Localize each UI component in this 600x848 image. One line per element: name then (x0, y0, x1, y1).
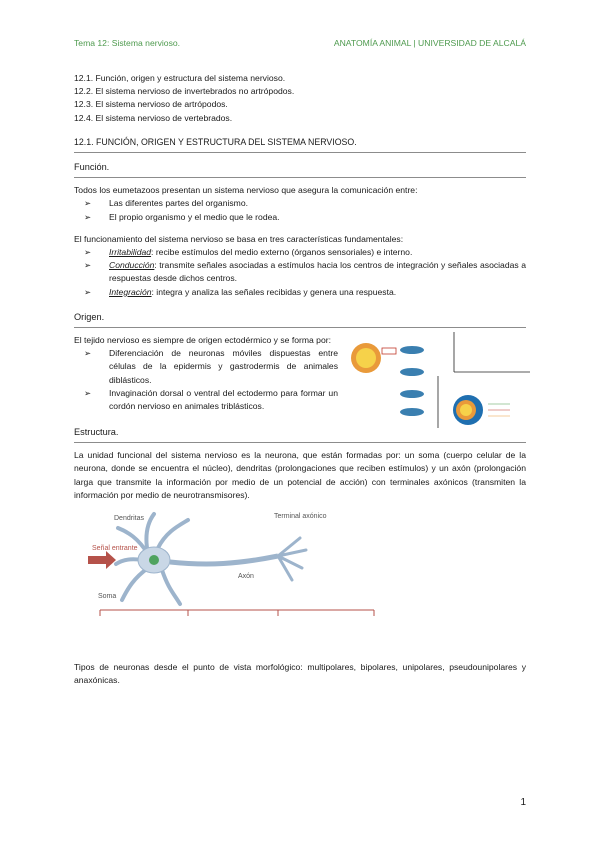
arrow-bullet-icon: ➢ (84, 348, 92, 359)
list-item: ➢ Invaginación dorsal o ventral del ectodermo para formar un cordón nervioso en animales triblásticos. (84, 387, 338, 412)
embryo-diagram (350, 332, 530, 428)
header-left: Tema 12: Sistema nervioso. (74, 38, 181, 48)
origen-text (74, 334, 338, 413)
header-right: ANATOMÍA ANIMAL | UNIVERSIDAD DE ALCALÁ (333, 38, 526, 48)
label-terminal: Terminal axónico (274, 513, 327, 521)
list-item: ➢ Integración: integra y analiza las señales recibidas y genera una respuesta. (74, 286, 526, 299)
divider (74, 442, 526, 443)
page-content (74, 72, 526, 688)
estructura-heading: Estructura. (74, 427, 119, 438)
tipos-neuronas: Tipos de neuronas desde el punto de vista morfológico: multipolares, bipolares, unipolares, pseudounipolares y anaxónicas. (74, 662, 526, 686)
toc-item: 12.3. El sistema nervioso de artrópodos. (74, 99, 228, 110)
origen-intro: El tejido nervioso es siempre de origen ectodérmico y se forma por: (74, 335, 331, 346)
arrow-bullet-icon: ➢ (84, 211, 92, 222)
nucleus (149, 555, 159, 565)
list-item: ➢ El propio organismo y el medio que le rodea. (74, 211, 526, 224)
cell-shape (400, 346, 424, 354)
label-soma: Soma (98, 593, 117, 601)
axon-terminals (278, 538, 306, 580)
cell-shape (400, 368, 424, 376)
gastrula-inner (460, 404, 472, 416)
list-item: ➢ Conducción: transmite señales asociadas a estímulos hacia los centros de integración y señales asociadas a respuestas desde dichos centros. (84, 260, 526, 284)
neuron-diagram (88, 508, 388, 653)
divider (74, 152, 526, 153)
divider (74, 327, 526, 328)
toc-item: 12.1. Función, origen y estructura del sistema nervioso. (74, 73, 286, 83)
funcion-intro: Todos los eumetazoos presentan un sistema nervioso que asegura la comunicación entre: (74, 185, 418, 196)
cell-shape (400, 408, 424, 416)
estructura-para: La unidad funcional del sistema nervioso es la neurona, que están formadas por: un soma (cuerpo celular de la neurona, donde se encuentra el núcleo), dendritas (prolongaciones que reciben estímulos) y un axón (prolongación larga que transmite la información por medio de un potencial de acción) con terminales axónicos (transmiten la información por medio de neurotransmisores). (74, 450, 526, 500)
toc-item: 12.4. El sistema nervioso de vertebrados. (74, 112, 233, 123)
page-number: 1 (520, 797, 526, 808)
arrow-bullet-icon: ➢ (84, 198, 92, 209)
funcion-list (74, 197, 526, 223)
origen-block (74, 334, 526, 420)
origen-list (74, 347, 338, 413)
arrow-bullet-icon: ➢ (84, 247, 92, 258)
arrow-bullet-icon: ➢ (84, 286, 92, 297)
label-axon: Axón (238, 573, 254, 581)
signal-arrow-icon (88, 551, 116, 569)
toc-item: 12.2. El sistema nervioso de invertebrados no artrópodos. (74, 86, 295, 97)
list-item: ➢ Diferenciación de neuronas móviles dispuestas entre células de la epidermis y gastrodermis de animales diblásticos. (84, 348, 338, 385)
origen-heading: Origen. (74, 311, 105, 322)
funcion-intro-2: El funcionamiento del sistema nervioso se basa en tres características fundamentales: (74, 233, 404, 244)
red-arrow-icon (382, 348, 396, 354)
list-item: ➢ Las diferentes partes del organismo. (74, 197, 526, 210)
label-dendritas: Dendritas (114, 515, 144, 523)
blastula-inner (356, 348, 376, 368)
arrow-bullet-icon: ➢ (84, 387, 92, 398)
label-senal: Señal entrante (92, 545, 138, 553)
axon-shape (170, 556, 278, 564)
funcion-heading: Función. (74, 162, 110, 173)
arrow-bullet-icon: ➢ (84, 260, 92, 271)
section-title: 12.1. FUNCIÓN, ORIGEN Y ESTRUCTURA DEL SISTEMA NERVIOSO. (74, 136, 357, 147)
table-of-contents (74, 72, 526, 125)
list-item: ➢ Irritabilidad: recibe estímulos del medio externo (órganos sensoriales) e interno. (74, 246, 526, 259)
divider (74, 177, 526, 178)
cell-shape (400, 390, 424, 398)
features-list (74, 246, 526, 299)
